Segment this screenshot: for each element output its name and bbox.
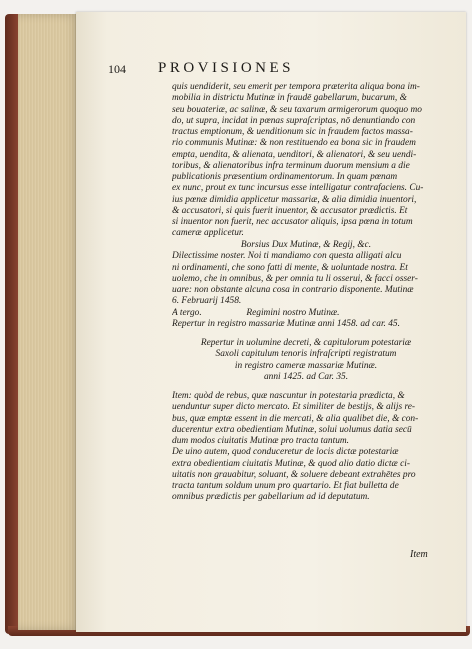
text-line: bus, quæ emptæ essent in die mercati, & alia qualibet die, & con- [172, 413, 419, 424]
text-block-2 [172, 240, 440, 504]
text-line: ni ordinamenti, che sono fatti di mente, & uoluntade nostra. Et [172, 262, 408, 273]
text-line: do, ut supra, incidat in pœnas supraſcriptas, nō denuntiando con [172, 115, 416, 126]
running-title: PROVISIONES [158, 60, 295, 76]
text-line: mobilia in districtu Mutinæ in fraudē gabellarum, bucarum, & [172, 93, 407, 104]
text-line: in registro cameræ massariæ Mutinæ. [234, 360, 378, 371]
text-line: ducerentur extra obedientiam Mutinæ, solui uolumus datia secū [172, 424, 412, 435]
page-edges [18, 14, 80, 630]
text-line: 6. Februarij 1458. [172, 296, 242, 307]
page-header [108, 60, 448, 82]
text-line: & accusatori, si quis fuerit inuentor, & accusator prædictis. Et [172, 205, 408, 216]
text-line: publicationis præsentium ordinamentorum. In quam pœnam [172, 172, 398, 182]
text-line: ius pœnæ dimidia applicetur massariæ, & alia dimidia inuentori, [172, 194, 417, 205]
text-line: si inuentor non fuerit, nec accusator aliquis, ipsa pœna in totum [172, 217, 413, 227]
text-line: uolemo, che in omnibus, & per omnia tu li osserui, & facci osser- [172, 273, 418, 284]
text-line: anni 1425. ad Car. 35. [263, 371, 349, 382]
letter-heading: Borsius Dux Mutinæ, & Regij, &c. [240, 240, 372, 250]
page-number: 104 [108, 62, 126, 76]
text-line: quis uendiderit, seu emerit per tempora præterita aliqua bona im- [172, 82, 420, 92]
text-line: Dilectissime noster. Noi ti mandiamo con questa alligati alcu [172, 251, 402, 262]
text-line: extra obedientiam ciuitatis Mutinæ, & quod alio datio dictæ ci- [172, 458, 410, 469]
text-line: rio communis Mutinæ: & non restituendo ea bona sic in fraudem [172, 138, 416, 149]
text-line: seu bouateriæ, ac salinæ, & seu taxarum armigerorum quoquo mo [172, 104, 422, 115]
text-line: ex nunc, prout ex tunc incursus esse intelligatur contrafaciens. Cu- [172, 183, 424, 194]
text-line: Repertur in uolumine decreti, & capitulorum potestariæ [200, 338, 412, 348]
text-line: De uino autem, quod conduceretur de locis dictæ potestariæ [172, 447, 399, 458]
catchword: Item [410, 549, 428, 560]
a-tergo: A tergo. [172, 307, 202, 318]
text-line: omnibus prædictis per gabellarium ad id deputatum. [172, 492, 370, 503]
text-line: Saxoli capitulum tenoris infraſcripti registratum [215, 349, 397, 360]
text-line: toribus, & alienatoribus infra terminum duorum mensium a die [172, 160, 410, 171]
text-line: Item: quòd de rebus, quæ nascuntur in potestaria prædicta, & [172, 391, 405, 401]
text-line: empta, uendita, & alienata, uenditori, & alienatori, & seu uendi- [172, 149, 417, 160]
text-line: uare: non obstante alcuna cosa in contrario disponente. Mutinæ [172, 285, 414, 295]
text-line: tractus emptionum, & uenditionum sic in fraudem factos massa- [172, 127, 413, 137]
text-block-1 [172, 82, 440, 240]
text-line: Repertur in registro massariæ Mutinæ anni 1458. ad car. 45. [172, 318, 400, 329]
regimini: Regimini nostro Mutinæ. [246, 307, 340, 318]
text-line: tracta tantum soldum unum pro quartario. Et fiat bulletta de [172, 481, 399, 491]
text-line-a-tergo [172, 308, 440, 319]
text-line: cameræ applicetur. [172, 228, 244, 239]
text-line: uenduntur super dicto mercato. Et similiter de bestijs, & alijs re- [172, 402, 416, 413]
text-line: dum modos ciuitatis Mutinæ pro tracta tantum. [172, 436, 349, 446]
text-line: uitatis non grauabitur, soluant, & soluere debeant extrahētes pro [172, 469, 416, 480]
